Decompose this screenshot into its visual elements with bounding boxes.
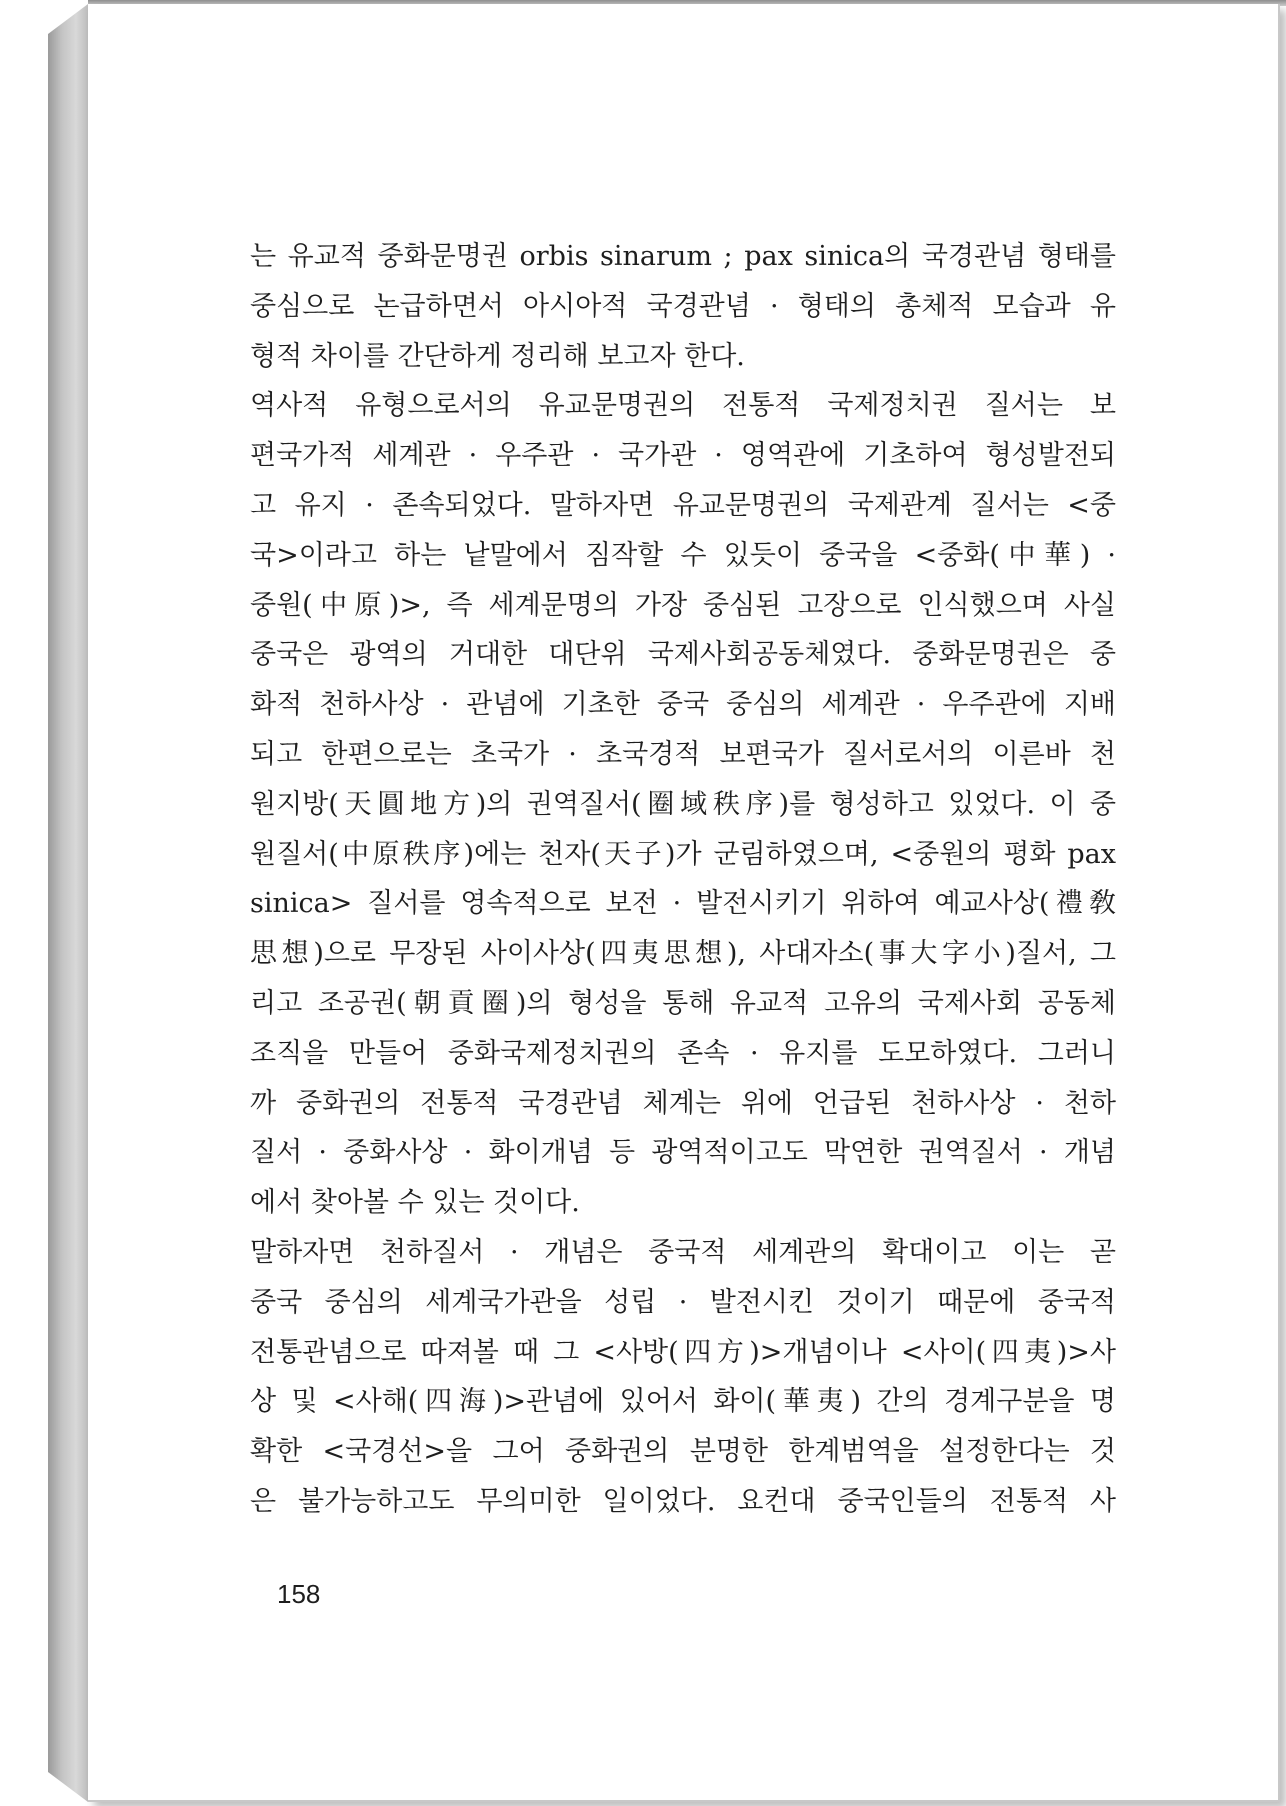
- text-line: 중국 중심의 세계국가관을 성립 · 발전시킨 것이기 때문에 중국적: [250, 1286, 1116, 1318]
- text-line: 원질서(中原秩序)에는 천자(天子)가 군림하였으며, <중원의 평화 pax: [250, 838, 1116, 870]
- text-line: 확한 <국경선>을 그어 중화권의 분명한 한계범역을 설정한다는 것: [250, 1436, 1116, 1468]
- text-line: 국>이라고 하는 낱말에서 짐작할 수 있듯이 중국을 <중화(中華) ·: [250, 539, 1116, 571]
- text-line: 까 중화권의 전통적 국경관념 체계는 위에 언급된 천하사상 · 천하: [250, 1087, 1116, 1119]
- text-line: 중심으로 논급하면서 아시아적 국경관념 · 형태의 총체적 모습과 유: [250, 290, 1116, 322]
- text-line: 는 유교적 중화문명권 orbis sinarum ; pax sinica의 국경관념 형태를: [250, 241, 1116, 272]
- text-line: 고 유지 · 존속되었다. 말하자면 유교문명권의 국제관계 질서는 <중: [250, 489, 1116, 521]
- text-line: 되고 한편으로는 초국가 · 초국경적 보편국가 질서로서의 이른바 천: [250, 738, 1116, 770]
- text-line: 전통관념으로 따져볼 때 그 <사방(四方)>개념이나 <사이(四夷)>사: [250, 1336, 1116, 1368]
- text-line: 에서 찾아볼 수 있는 것이다.: [250, 1187, 580, 1219]
- text-line: 역사적 유형으로서의 유교문명권의 전통적 국제정치권 질서는 보: [250, 390, 1116, 422]
- text-line: 질서 · 중화사상 · 화이개념 등 광역적이고도 막연한 권역질서 · 개념: [250, 1137, 1116, 1169]
- text-line: 편국가적 세계관 · 우주관 · 국가관 · 영역관에 기초하여 형성발전되: [250, 440, 1116, 472]
- text-line: 조직을 만들어 중화국제정치권의 존속 · 유지를 도모하였다. 그러니: [250, 1037, 1116, 1069]
- text-line: 화적 천하사상 · 관념에 기초한 중국 중심의 세계관 · 우주관에 지배: [250, 689, 1116, 721]
- page-number: 158: [277, 1579, 321, 1609]
- text-line: 중국은 광역의 거대한 대단위 국제사회공동체였다. 중화문명권은 중: [250, 639, 1116, 671]
- text-line: 형적 차이를 간단하게 정리해 보고자 한다.: [250, 340, 745, 372]
- text-line: 상 및 <사해(四海)>관념에 있어서 화이(華夷) 간의 경계구분을 명: [250, 1386, 1116, 1418]
- text-line: 말하자면 천하질서 · 개념은 중국적 세계관의 확대이고 이는 곧: [250, 1236, 1116, 1268]
- text-line: 은 불가능하고도 무의미한 일이었다. 요컨대 중국인들의 전통적 사: [250, 1485, 1116, 1517]
- text-line: 思想)으로 무장된 사이사상(四夷思想), 사대자소(事大字小)질서, 그: [250, 938, 1116, 970]
- body-text: [250, 232, 1116, 1527]
- text-line: 리고 조공권(朝貢圈)의 형성을 통해 유교적 고유의 국제사회 공동체: [250, 987, 1116, 1019]
- text-line: 원지방(天圓地方)의 권역질서(圈域秩序)를 형성하고 있었다. 이 중: [250, 788, 1116, 820]
- book-spine-edge: [48, 4, 88, 1802]
- text-line: sinica> 질서를 영속적으로 보전 · 발전시키기 위하여 예교사상(禮敎: [250, 888, 1116, 920]
- text-line: 중원(中原)>, 즉 세계문명의 가장 중심된 고장으로 인식했으며 사실: [250, 589, 1116, 621]
